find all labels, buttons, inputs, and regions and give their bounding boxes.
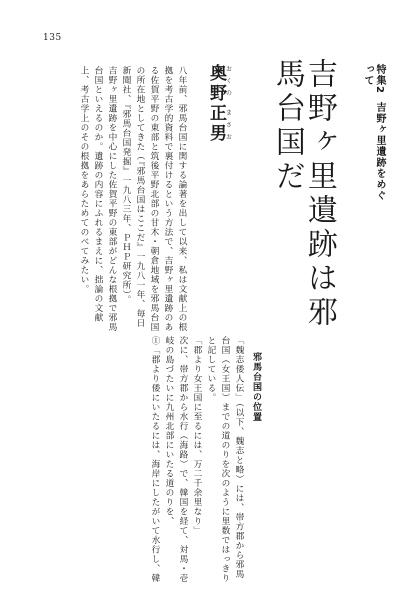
intro-paragraph-1: 八年前、邪馬台国に関する論著を出して以来、私は文献上の根拠を考古学的資料で裏付けるという方法で、吉野ヶ里遺跡のある佐賀平野の東部と筑後平野北部の甘木・朝倉地域を邪馬台国の所在地としてきた（『邪馬台国はここだ』一九八一年、毎日新聞社、『邪馬台国発掘』一九八三年、ＰＨＰ研究所）。 (121, 66, 187, 332)
main-paragraph-2: 「郡より女王国に至るには、万二千余里なり」 (192, 336, 202, 536)
section-heading: 邪馬台国の位置 (251, 352, 261, 422)
author-reading: おくの まさお (224, 64, 232, 144)
main-paragraph-4: ①「郡より倭にいたるには、海岸にしたがいて水行し、韓 (150, 336, 160, 583)
feature-label: 特集2 (374, 64, 385, 94)
main-paragraph-1: 「魏志倭人伝」（以下、魏志と略）には、帯方郡から邪馬台国（女王国）までの道のりを次のように里数ではっきりと記している。 (206, 336, 244, 583)
article-title: 吉野ヶ里遺跡は邪馬台国だ (269, 58, 337, 330)
main-text (36, 336, 246, 586)
feature-header (361, 64, 385, 204)
author-byline (207, 64, 231, 174)
feature-subtitle: 吉野ヶ里遺跡をめぐって (362, 64, 385, 201)
main-paragraph-3: 次に、帯方郡から水行（海路）で、韓国を経て、対馬・壱岐の島づたいに九州北部にいたる道のりを、 (164, 336, 188, 583)
intro-paragraph-2: 吉野ヶ里遺跡を中心にした佐賀平野の東部がどんな根拠で邪馬台国といえるのか。遺跡の内容にふれるまえに、拙論の文献上、考古学上のその根拠をあらためてのべてみたい。 (79, 66, 117, 332)
page-number: 135 (43, 33, 62, 43)
intro-text (29, 66, 189, 336)
author-name: 奥野正男おくの まさお (206, 64, 232, 144)
